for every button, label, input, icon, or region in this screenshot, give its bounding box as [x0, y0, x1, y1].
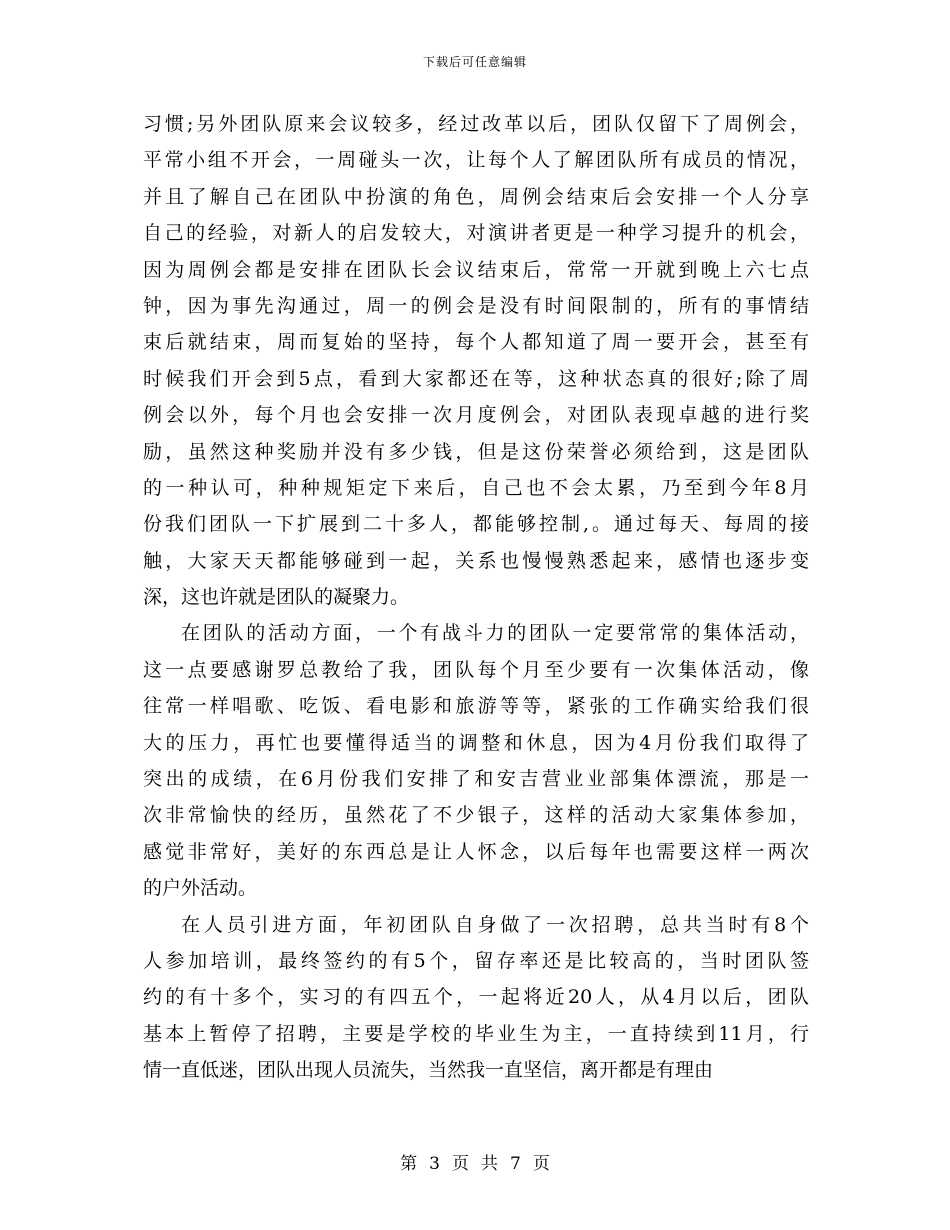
text-line: 平常小组不开会，一周碰头一次，让每个人了解团队所有成员的情况， — [143, 149, 809, 172]
paragraph — [143, 907, 809, 1089]
text-line: 时候我们开会到5点，看到大家都还在等，这种状态真的很好;除了周 — [143, 367, 809, 390]
text-line: 习惯;另外团队原来会议较多，经过改革以后，团队仅留下了周例会， — [143, 113, 809, 135]
text-line: 人参加培训，最终签约的有5个，留存率还是比较高的，当时团队签 — [143, 949, 809, 972]
text-line: 基本上暂停了招聘，主要是学校的毕业生为主，一直持续到11月，行 — [143, 1022, 809, 1045]
document-body — [143, 106, 809, 1089]
text-line: 并且了解自己在团队中扮演的角色，周例会结束后会安排一个人分享 — [143, 185, 809, 208]
text-line: 例会以外，每个月也会安排一次月度例会，对团队表现卓越的进行奖 — [143, 404, 809, 427]
page-footer — [0, 1152, 950, 1176]
paragraph — [143, 106, 809, 615]
text-line: 钟，因为事先沟通过，周一的例会是没有时间限制的，所有的事情结 — [143, 294, 809, 317]
footer-gong: 共 — [481, 1154, 498, 1174]
text-line: 份我们团队一下扩展到二十多人，都能够控制,。通过每天、每周的接 — [143, 513, 809, 536]
text-line: 次非常愉快的经历，虽然花了不少银子，这样的活动大家集体参加， — [143, 804, 809, 827]
text-line: 触，大家天天都能够碰到一起，关系也慢慢熟悉起来，感情也逐步变 — [143, 549, 809, 572]
text-line: 的户外活动。 — [143, 877, 258, 900]
text-line: 往常一样唱歌、吃饭、看电影和旅游等等，紧张的工作确实给我们很 — [143, 695, 809, 718]
text-line: 励，虽然这种奖励并没有多少钱，但是这份荣誉必须给到，这是团队 — [143, 440, 809, 463]
text-line: 在团队的活动方面，一个有战斗力的团队一定要常常的集体活动， — [181, 622, 809, 645]
text-line: 束后就结束，周而复始的坚持，每个人都知道了周一要开会，甚至有 — [143, 331, 809, 354]
footer-ye-end: 页 — [532, 1154, 550, 1174]
text-line: 深，这也许就是团队的凝聚力。 — [143, 586, 410, 609]
text-line: 感觉非常好，美好的东西总是让人怀念，以后每年也需要这样一两次 — [143, 840, 809, 863]
footer-total-pages: 7 — [510, 1154, 521, 1174]
text-line: 在人员引进方面，年初团队自身做了一次招聘，总共当时有8个 — [181, 913, 809, 936]
page-header: 下载后可任意编辑 — [422, 55, 527, 69]
text-line: 因为周例会都是安排在团队长会议结束后，常常一开就到晚上六七点 — [143, 258, 809, 281]
footer-page-number: 3 — [429, 1154, 440, 1174]
text-line: 突出的成绩，在6月份我们安排了和安吉营业业部集体漂流，那是一 — [143, 768, 809, 791]
footer-di: 第 — [400, 1154, 418, 1174]
footer-ye: 页 — [452, 1154, 469, 1174]
text-line: 情一直低迷，团队出现人员流失，当然我一直坚信，离开都是有理由 — [143, 1059, 714, 1082]
text-line: 的一种认可，种种规矩定下来后，自己也不会太累，乃至到今年8月 — [143, 476, 809, 499]
text-line: 大的压力，再忙也要懂得适当的调整和休息，因为4月份我们取得了 — [143, 731, 809, 754]
text-line: 这一点要感谢罗总教给了我，团队每个月至少要有一次集体活动，像 — [143, 658, 809, 681]
text-line: 自己的经验，对新人的启发较大，对演讲者更是一种学习提升的机会， — [143, 222, 809, 245]
paragraph — [143, 615, 809, 906]
text-line: 约的有十多个，实习的有四五个，一起将近20人，从4月以后，团队 — [143, 986, 809, 1009]
